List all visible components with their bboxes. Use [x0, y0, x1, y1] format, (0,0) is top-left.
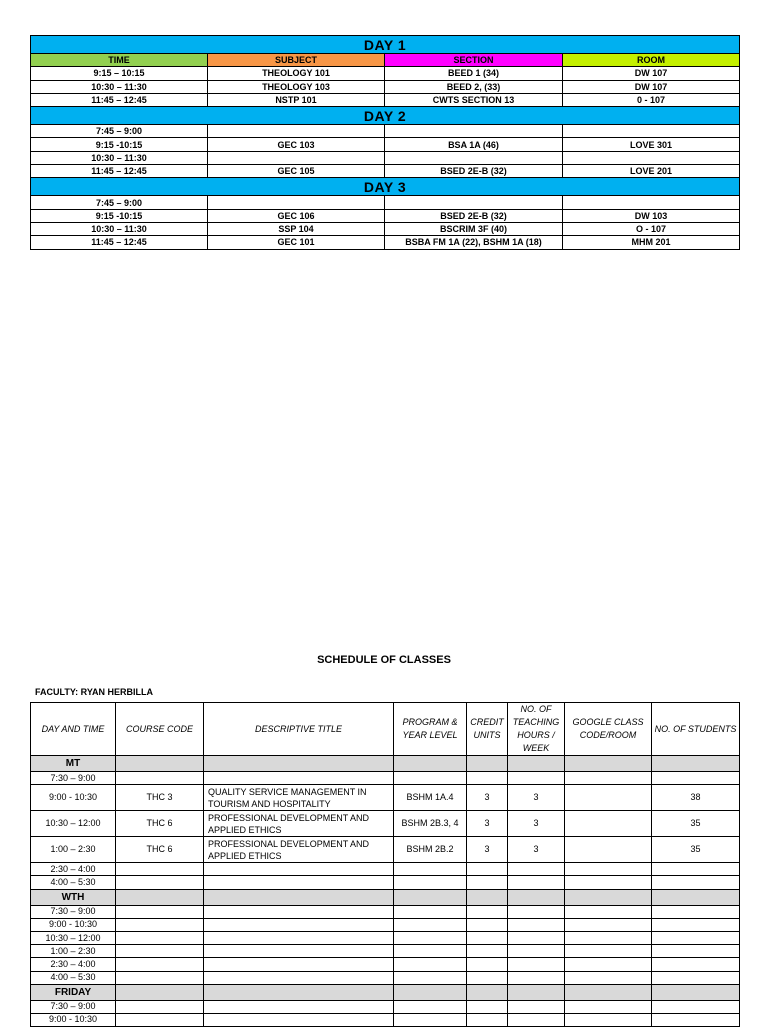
header-descriptive-title: DESCRIPTIVE TITLE: [204, 703, 394, 756]
program-cell: [394, 1000, 467, 1013]
day-heading-row: [31, 36, 740, 54]
room-cell: [565, 785, 652, 811]
program-cell: [394, 945, 467, 958]
hours-cell: 3: [508, 811, 565, 837]
time-cell: 10:30 – 11:30: [31, 80, 208, 93]
table-row: [31, 151, 740, 164]
time-cell: 4:00 – 5:30: [31, 876, 116, 889]
units-cell: [467, 1013, 508, 1026]
room-cell: [565, 772, 652, 785]
program-cell: [394, 1013, 467, 1026]
subject-cell: GEC 105: [208, 165, 385, 178]
room-cell: DW 103: [563, 209, 740, 222]
code-cell: THC 3: [116, 785, 204, 811]
students-cell: [652, 918, 740, 931]
program-cell: [394, 958, 467, 971]
section-cell: [385, 151, 563, 164]
time-cell: 10:30 – 11:30: [31, 222, 208, 235]
title-cell: [204, 971, 394, 984]
title-cell: [204, 958, 394, 971]
units-cell: [467, 945, 508, 958]
students-cell: [652, 945, 740, 958]
students-cell: [652, 971, 740, 984]
code-cell: [116, 876, 204, 889]
day-group-row: [31, 984, 740, 1000]
table-row: [31, 811, 740, 837]
day-group-cell: [394, 889, 467, 905]
table-row: [31, 93, 740, 106]
time-cell: 11:45 – 12:45: [31, 236, 208, 249]
code-cell: [116, 971, 204, 984]
units-cell: [467, 958, 508, 971]
time-cell: 11:45 – 12:45: [31, 165, 208, 178]
units-cell: 3: [467, 811, 508, 837]
title-cell: [204, 863, 394, 876]
hours-cell: 3: [508, 785, 565, 811]
header-time: TIME: [31, 54, 208, 67]
hours-cell: [508, 1000, 565, 1013]
header-students: NO. OF STUDENTS: [652, 703, 740, 756]
day-group-label: FRIDAY: [31, 984, 116, 1000]
subject-cell: GEC 103: [208, 138, 385, 151]
table-header-row: [31, 703, 740, 756]
subject-cell: [208, 125, 385, 138]
table-row: [31, 863, 740, 876]
day-group-cell: [467, 984, 508, 1000]
day-schedule-table: [30, 35, 740, 250]
room-cell: [565, 863, 652, 876]
room-cell: [565, 918, 652, 931]
hours-cell: [508, 958, 565, 971]
day-group-cell: [467, 756, 508, 772]
room-cell: 0 - 107: [563, 93, 740, 106]
table-row: [31, 958, 740, 971]
subject-cell: [208, 151, 385, 164]
header-program-year: PROGRAM & YEAR LEVEL: [394, 703, 467, 756]
units-cell: [467, 772, 508, 785]
room-cell: [563, 196, 740, 209]
hours-cell: [508, 971, 565, 984]
units-cell: [467, 931, 508, 944]
room-cell: [563, 151, 740, 164]
room-cell: [565, 1013, 652, 1026]
table-row: [31, 971, 740, 984]
code-cell: [116, 918, 204, 931]
schedule-title: SCHEDULE OF CLASSES: [317, 654, 451, 666]
header-room: ROOM: [563, 54, 740, 67]
day-label: DAY 1: [31, 36, 740, 54]
day-group-cell: [565, 889, 652, 905]
subject-cell: GEC 106: [208, 209, 385, 222]
students-cell: 35: [652, 811, 740, 837]
time-cell: 7:30 – 9:00: [31, 905, 116, 918]
room-cell: MHM 201: [563, 236, 740, 249]
time-cell: 9:00 - 10:30: [31, 1013, 116, 1026]
time-cell: 2:30 – 4:00: [31, 958, 116, 971]
section-cell: BSCRIM 3F (40): [385, 222, 563, 235]
day-label: DAY 3: [31, 178, 740, 196]
header-credit-units: CREDIT UNITS: [467, 703, 508, 756]
day-group-cell: [652, 756, 740, 772]
hours-cell: [508, 905, 565, 918]
table-row: [31, 918, 740, 931]
title-cell: PROFESSIONAL DEVELOPMENT AND APPLIED ETHICS: [204, 837, 394, 863]
hours-cell: [508, 945, 565, 958]
subject-cell: NSTP 101: [208, 93, 385, 106]
code-cell: [116, 1000, 204, 1013]
room-cell: DW 107: [563, 80, 740, 93]
students-cell: [652, 931, 740, 944]
room-cell: [565, 958, 652, 971]
day-group-cell: [204, 889, 394, 905]
time-cell: 1:00 – 2:30: [31, 837, 116, 863]
header-course-code: COURSE CODE: [116, 703, 204, 756]
program-cell: [394, 971, 467, 984]
subject-cell: GEC 101: [208, 236, 385, 249]
program-cell: BSHM 2B.3, 4: [394, 811, 467, 837]
subject-cell: [208, 196, 385, 209]
title-cell: [204, 772, 394, 785]
room-cell: [565, 837, 652, 863]
section-cell: [385, 125, 563, 138]
students-cell: [652, 905, 740, 918]
day-group-cell: [204, 756, 394, 772]
room-cell: LOVE 201: [563, 165, 740, 178]
subject-cell: SSP 104: [208, 222, 385, 235]
subject-cell: THEOLOGY 103: [208, 80, 385, 93]
program-cell: BSHM 1A.4: [394, 785, 467, 811]
code-cell: [116, 945, 204, 958]
day-group-row: [31, 889, 740, 905]
day-group-cell: [394, 984, 467, 1000]
room-cell: LOVE 301: [563, 138, 740, 151]
code-cell: [116, 958, 204, 971]
title-cell: [204, 905, 394, 918]
title-cell: [204, 1013, 394, 1026]
hours-cell: [508, 863, 565, 876]
program-cell: [394, 918, 467, 931]
section-cell: BEED 1 (34): [385, 67, 563, 80]
room-cell: [565, 811, 652, 837]
program-cell: [394, 863, 467, 876]
table-row: [31, 772, 740, 785]
program-cell: [394, 876, 467, 889]
day-group-cell: [508, 756, 565, 772]
table-row: [31, 67, 740, 80]
room-cell: [565, 1000, 652, 1013]
room-cell: DW 107: [563, 67, 740, 80]
day-group-cell: [116, 984, 204, 1000]
table-row: [31, 209, 740, 222]
day-group-cell: [565, 756, 652, 772]
time-cell: 7:30 – 9:00: [31, 1000, 116, 1013]
day-group-cell: [204, 984, 394, 1000]
header-subject: SUBJECT: [208, 54, 385, 67]
code-cell: [116, 1013, 204, 1026]
time-cell: 9:15 -10:15: [31, 209, 208, 222]
units-cell: [467, 905, 508, 918]
table-row: [31, 138, 740, 151]
students-cell: 35: [652, 837, 740, 863]
table-row: [31, 80, 740, 93]
time-cell: 11:45 – 12:45: [31, 93, 208, 106]
room-cell: [565, 931, 652, 944]
time-cell: 10:30 – 12:00: [31, 811, 116, 837]
day-group-cell: [508, 984, 565, 1000]
hours-cell: [508, 931, 565, 944]
program-cell: [394, 772, 467, 785]
hours-cell: 3: [508, 837, 565, 863]
table-row: [31, 931, 740, 944]
section-cell: BSED 2E-B (32): [385, 209, 563, 222]
table-row: [31, 785, 740, 811]
students-cell: [652, 772, 740, 785]
title-cell: [204, 945, 394, 958]
header-day-time: DAY AND TIME: [31, 703, 116, 756]
students-cell: [652, 1013, 740, 1026]
units-cell: [467, 971, 508, 984]
program-cell: [394, 931, 467, 944]
code-cell: [116, 863, 204, 876]
title-cell: [204, 931, 394, 944]
students-cell: [652, 876, 740, 889]
day-group-label: WTH: [31, 889, 116, 905]
day-group-cell: [467, 889, 508, 905]
room-cell: [565, 971, 652, 984]
table-row: [31, 125, 740, 138]
day-group-cell: [116, 889, 204, 905]
hours-cell: [508, 876, 565, 889]
day-group-cell: [394, 756, 467, 772]
hours-cell: [508, 772, 565, 785]
time-cell: 9:15 -10:15: [31, 138, 208, 151]
section-cell: CWTS SECTION 13: [385, 93, 563, 106]
title-cell: [204, 918, 394, 931]
subject-cell: THEOLOGY 101: [208, 67, 385, 80]
code-cell: [116, 772, 204, 785]
hours-cell: [508, 1013, 565, 1026]
program-cell: [394, 905, 467, 918]
time-cell: 9:00 - 10:30: [31, 785, 116, 811]
units-cell: [467, 918, 508, 931]
code-cell: THC 6: [116, 811, 204, 837]
section-cell: [385, 196, 563, 209]
time-cell: 10:30 – 11:30: [31, 151, 208, 164]
room-cell: [563, 125, 740, 138]
day-group-row: [31, 756, 740, 772]
units-cell: [467, 863, 508, 876]
program-cell: BSHM 2B.2: [394, 837, 467, 863]
faculty-name: FACULTY: RYAN HERBILLA: [35, 687, 153, 697]
hours-cell: [508, 918, 565, 931]
table-row: [31, 1000, 740, 1013]
room-cell: O - 107: [563, 222, 740, 235]
students-cell: [652, 863, 740, 876]
day-heading-row: [31, 178, 740, 196]
title-cell: QUALITY SERVICE MANAGEMENT IN TOURISM AND HOSPITALITY: [204, 785, 394, 811]
students-cell: 38: [652, 785, 740, 811]
time-cell: 2:30 – 4:00: [31, 863, 116, 876]
time-cell: 9:00 - 10:30: [31, 918, 116, 931]
time-cell: 7:45 – 9:00: [31, 196, 208, 209]
day-heading-row: [31, 107, 740, 125]
units-cell: [467, 876, 508, 889]
header-google-class: GOOGLE CLASS CODE/ROOM: [565, 703, 652, 756]
time-cell: 7:30 – 9:00: [31, 772, 116, 785]
header-section: SECTION: [385, 54, 563, 67]
time-cell: 10:30 – 12:00: [31, 931, 116, 944]
time-cell: 1:00 – 2:30: [31, 945, 116, 958]
code-cell: [116, 905, 204, 918]
code-cell: THC 6: [116, 837, 204, 863]
day-group-cell: [565, 984, 652, 1000]
room-cell: [565, 945, 652, 958]
room-cell: [565, 905, 652, 918]
day-group-cell: [652, 984, 740, 1000]
section-cell: BSED 2E-B (32): [385, 165, 563, 178]
table-row: [31, 837, 740, 863]
time-cell: 4:00 – 5:30: [31, 971, 116, 984]
day-group-cell: [508, 889, 565, 905]
title-cell: [204, 876, 394, 889]
title-cell: [204, 1000, 394, 1013]
day-group-label: MT: [31, 756, 116, 772]
time-cell: 7:45 – 9:00: [31, 125, 208, 138]
units-cell: [467, 1000, 508, 1013]
code-cell: [116, 931, 204, 944]
units-cell: 3: [467, 785, 508, 811]
students-cell: [652, 1000, 740, 1013]
time-cell: 9:15 – 10:15: [31, 67, 208, 80]
title-cell: PROFESSIONAL DEVELOPMENT AND APPLIED ETHICS: [204, 811, 394, 837]
table-row: [31, 165, 740, 178]
units-cell: 3: [467, 837, 508, 863]
table-row: [31, 236, 740, 249]
class-schedule-table: [30, 702, 740, 1027]
table-row: [31, 905, 740, 918]
section-cell: BSA 1A (46): [385, 138, 563, 151]
day-label: DAY 2: [31, 107, 740, 125]
table-row: [31, 1013, 740, 1026]
table-row: [31, 945, 740, 958]
header-teaching-hours: NO. OF TEACHING HOURS / WEEK: [508, 703, 565, 756]
day-group-cell: [116, 756, 204, 772]
table-row: [31, 222, 740, 235]
students-cell: [652, 958, 740, 971]
room-cell: [565, 876, 652, 889]
section-cell: BSBA FM 1A (22), BSHM 1A (18): [385, 236, 563, 249]
section-cell: BEED 2, (33): [385, 80, 563, 93]
table-row: [31, 876, 740, 889]
table-row: [31, 196, 740, 209]
day-group-cell: [652, 889, 740, 905]
column-header-row: [31, 54, 740, 67]
